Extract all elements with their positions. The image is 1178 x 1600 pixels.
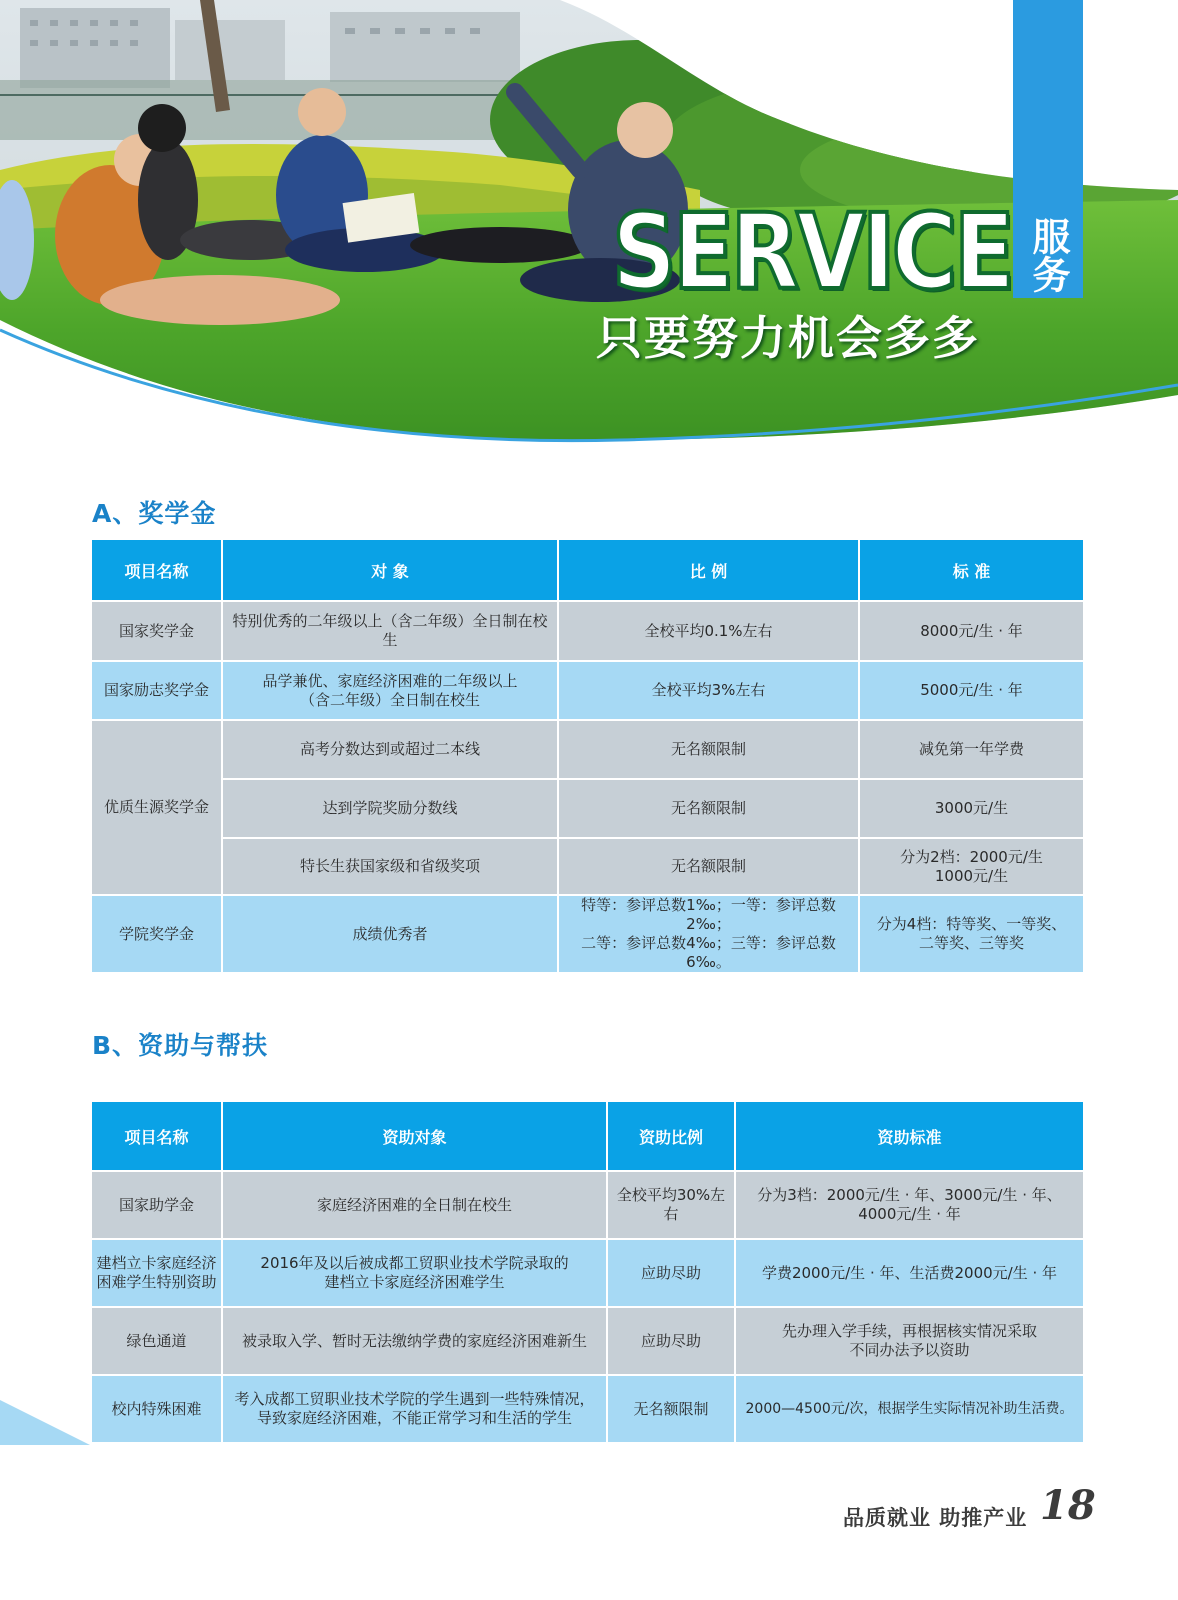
item-standard-line: 分为3档：2000元/生 · 年、3000元/生 · 年、 (757, 1186, 1062, 1204)
table-row (91, 601, 1084, 661)
item-target: 家庭经济困难的全日制在校生 (222, 1171, 607, 1239)
column-header: 标 准 (859, 539, 1084, 601)
item-standard-line: 1000元/生 (934, 866, 1009, 885)
item-name: 国家励志奖学金 (91, 661, 222, 720)
item-target: 被录取入学、暂时无法缴纳学费的家庭经济困难新生 (222, 1307, 607, 1375)
table-header-row (91, 1101, 1084, 1171)
table-row (91, 1171, 1084, 1239)
column-header: 对 象 (222, 539, 558, 601)
item-standard-line: 4000元/生 · 年 (858, 1205, 961, 1223)
section-a-title: A、奖学金 (92, 499, 217, 528)
item-standard-line: 先办理入学手续，再根据核实情况采取 (781, 1322, 1037, 1340)
section-b-title: B、资助与帮扶 (92, 1031, 269, 1060)
item-target-line: 建档立卡家庭经济困难学生 (324, 1273, 505, 1291)
item-standard: 学费2000元/生 · 年、生活费2000元/生 · 年 (735, 1239, 1084, 1307)
item-target (222, 1239, 607, 1307)
table-row (91, 838, 1084, 895)
item-ratio: 全校平均30%左右 (607, 1171, 735, 1239)
item-target: 达到学院奖励分数线 (222, 779, 558, 838)
item-target (222, 661, 558, 720)
item-name-line: 困难学生特别资助 (96, 1273, 217, 1291)
column-header: 项目名称 (91, 539, 222, 601)
column-header: 资助对象 (222, 1101, 607, 1171)
item-standard-line: 分为4档：特等奖、一等奖、 (876, 915, 1067, 933)
corner-decoration (0, 1400, 100, 1450)
table-row (91, 720, 1084, 779)
item-ratio: 无名额限制 (558, 720, 859, 779)
table-header-row (91, 539, 1084, 601)
item-standard: 3000元/生 (859, 779, 1084, 838)
service-tab-label: 服务 (1026, 217, 1070, 293)
hero-banner (0, 0, 1178, 460)
item-target-line: 2016年及以后被成都工贸职业技术学院录取的 (260, 1254, 569, 1272)
item-target (222, 1375, 607, 1443)
item-name (91, 1239, 222, 1307)
item-name: 国家助学金 (91, 1171, 222, 1239)
column-header: 资助比例 (607, 1101, 735, 1171)
scholarship-table (90, 538, 1085, 974)
item-standard: 2000—4500元/次，根据学生实际情况补助生活费。 (735, 1375, 1084, 1443)
item-target: 特别优秀的二年级以上（含二年级）全日制在校生 (222, 601, 558, 661)
item-standard-line: 二等奖、三等奖 (918, 934, 1024, 952)
column-header: 项目名称 (91, 1101, 222, 1171)
footer-slogan: 品质就业 助推产业 (843, 1506, 1028, 1530)
item-ratio: 无名额限制 (558, 779, 859, 838)
item-ratio: 全校平均0.1%左右 (558, 601, 859, 661)
item-ratio: 应助尽助 (607, 1307, 735, 1375)
item-ratio-line: 特等：参评总数1‰；一等：参评总数2‰； (581, 896, 836, 933)
item-standard: 5000元/生 · 年 (859, 661, 1084, 720)
item-ratio: 应助尽助 (607, 1239, 735, 1307)
item-target-line: 品学兼优、家庭经济困难的二年级以上 (262, 671, 518, 690)
column-header: 资助标准 (735, 1101, 1084, 1171)
item-ratio: 全校平均3%左右 (558, 661, 859, 720)
table-row (91, 1307, 1084, 1375)
hero-slogan: 只要努力机会多多 (596, 311, 980, 365)
item-target: 高考分数达到或超过二本线 (222, 720, 558, 779)
item-target-line: （含二年级）全日制在校生 (299, 690, 480, 709)
item-standard-line: 不同办法予以资助 (849, 1341, 970, 1359)
service-heading: SERVICE (612, 191, 1012, 313)
table-row (91, 661, 1084, 720)
item-name: 国家奖学金 (91, 601, 222, 661)
item-standard: 减免第一年学费 (859, 720, 1084, 779)
item-target: 特长生获国家级和省级奖项 (222, 838, 558, 895)
item-standard: 8000元/生 · 年 (859, 601, 1084, 661)
item-standard (859, 895, 1084, 973)
item-target-line: 导致家庭经济困难，不能正常学习和生活的学生 (256, 1409, 572, 1427)
table-row (91, 1375, 1084, 1443)
item-ratio: 无名额限制 (607, 1375, 735, 1443)
item-name: 学院奖学金 (91, 895, 222, 973)
item-name: 优质生源奖学金 (91, 720, 222, 895)
table-row (91, 779, 1084, 838)
item-ratio: 无名额限制 (558, 838, 859, 895)
item-standard (735, 1171, 1084, 1239)
item-standard (859, 838, 1084, 895)
item-standard (735, 1307, 1084, 1375)
item-ratio-line: 二等：参评总数4‰；三等：参评总数6‰。 (581, 934, 836, 971)
table-row (91, 1239, 1084, 1307)
item-standard-line: 分为2档：2000元/生 (900, 847, 1043, 866)
item-target-line: 考入成都工贸职业技术学院的学生遇到一些特殊情况， (234, 1390, 595, 1408)
page-number: 18 (1040, 1482, 1096, 1529)
item-target: 成绩优秀者 (222, 895, 558, 973)
item-ratio (558, 895, 859, 973)
item-name: 校内特殊困难 (91, 1375, 222, 1443)
item-name-line: 建档立卡家庭经济 (96, 1254, 217, 1272)
financial-aid-table (90, 1100, 1085, 1444)
column-header: 比 例 (558, 539, 859, 601)
table-row (91, 895, 1084, 973)
item-name: 绿色通道 (91, 1307, 222, 1375)
